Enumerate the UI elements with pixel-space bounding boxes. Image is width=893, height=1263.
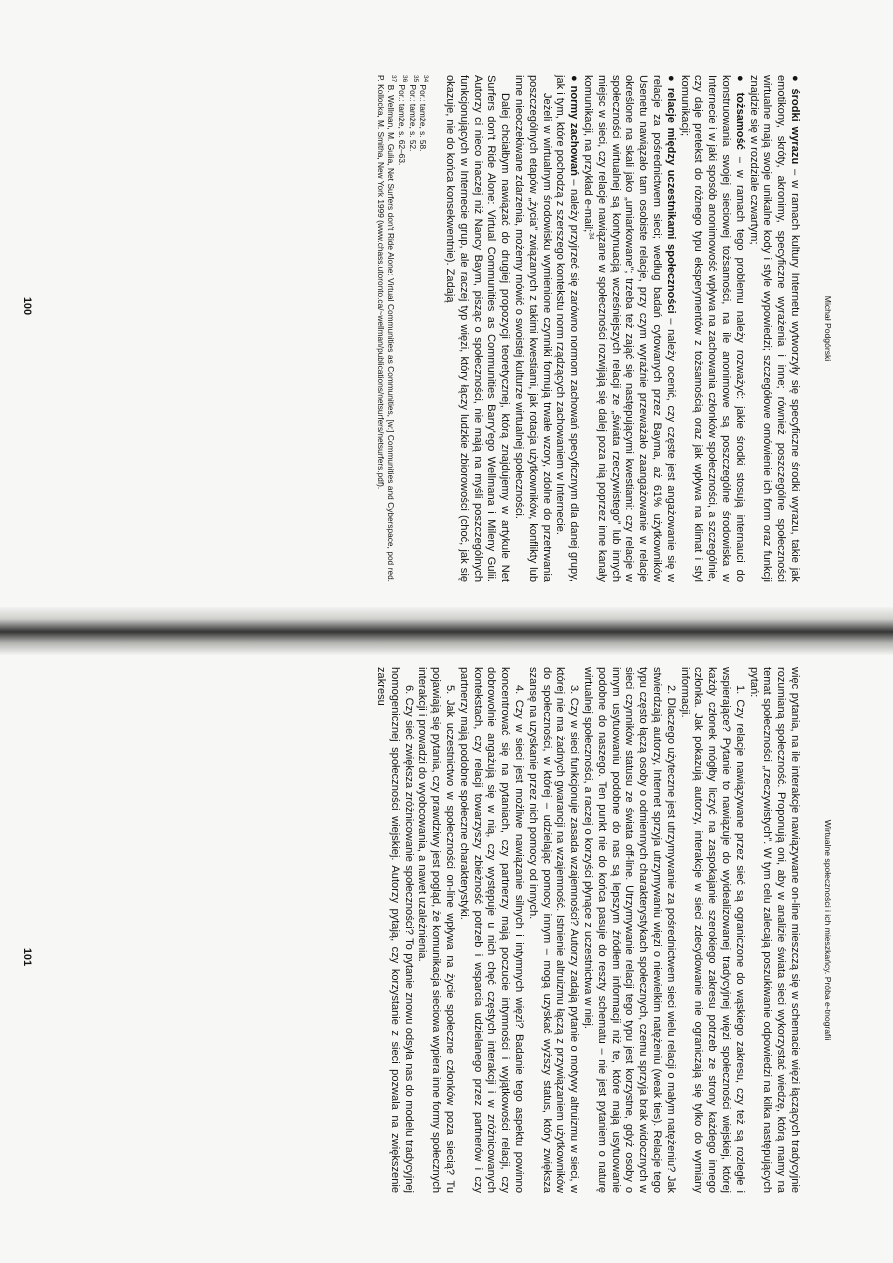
running-head: Michał Podgórski: [823, 295, 833, 362]
bullet-term: tożsamość: [733, 92, 746, 150]
paragraph: 5. Jak uczestnictwo w społeczności on-line wpływa na życie społeczne członków poza siecią? Tu pojawiają się pytania, czy prawdziwy jest pogląd, że komunikacja sieciowa wypiera inne formy społecznych interakcji i prowadzi do wyobcowania, a nawet uzależnienia.: [416, 667, 457, 1193]
left-page: [0, 0, 893, 612]
paragraph: 3. Czy w sieci funkcjonuje zasada wzajemności? Autorzy zadają pytanie o motywy altruizmu w sieci, w której nie ma żadnych gwarancji na wzajemność. Istnienie altruizmu łączą z przywiązaniem użytkowników do społeczności, w której – udzielając pomocy innym – mogą uzyskać wyższy status, który zwiększa szansę na uzyskanie przez nich pomocy od innych.: [526, 667, 581, 1193]
paragraph-text: – należy przyjrzeć się zarówno normom zachowań specyficznym dla danej grupy, jak i tym, które pochodzą z szerszego kontekstu norm rządzących zachowaniem w Internecie.: [554, 75, 581, 582]
paragraph: 6. Czy sieć zwiększa zróżnicowanie społeczności? To pytanie znowu odsyła nas do modelu tradycyjnej homogenicznej społeczności wiejskiej. Autorzy pytają, czy korzystanie z sieci pozwala na zwiększenie zakresu: [375, 667, 415, 1193]
bullet-paragraph: [746, 75, 801, 582]
footnote-text: Por.: tamże, s. 62–63.: [397, 84, 408, 166]
footnote-text: Por.: tamże, s. 58.: [418, 84, 429, 152]
footnote: [397, 75, 408, 582]
bullet-paragraph: [580, 75, 677, 582]
bullet-term: relacje między uczestnikami społeczności: [664, 87, 677, 314]
bullet-term: środki wyrazu: [789, 88, 801, 165]
paragraph-text: – w ramach tego problemu należy rozważyć: jakie środki stosują internauci do konstruowania swojej sieciowej tożsamości, na ile anonimowe są poszczególne środowiska w Internecie i w jaki sposób anonimowość wpływa na zachowania członków społeczności, a szczególnie, czy daje pretekst do różnego typu eksperymentów z tożsamością oraz jak wpływa na klimat i styl komunikacji;: [678, 75, 746, 582]
footnote-mark: 37: [390, 75, 398, 83]
paragraph: 2. Dlaczego użyteczne jest utrzymywanie za pośrednictwem sieci wielu relacji o małym natężeniu? Jak stwierdzają autorzy, Internet sprzyja utrzymywaniu więzi o niewielkim natężeniu (weak ties). Relacje tego typu często łączą osoby o odmiennych charakterystykach społecznych, czemu sprzyja brak widocznych w sieci czynników statusu ze świata off-line. Utrzymywanie relacji tego typu jest korzystne, gdyż osoby o innym usytuowaniu podobne do nas są lepszym źródłem informacji niż te, które mają usytuowanie podobne do naszego. Ten punkt nie do końca pasuje do reszty schematu – nie jest pytaniem o naturę wirtualnej społeczności, a raczej o korzyści płynące z uczestnictwa w niej.: [582, 667, 677, 1193]
bullet-paragraph: [553, 75, 581, 582]
page-body: [442, 75, 801, 582]
page-number: 101: [21, 947, 33, 967]
footnote-text: Por.: tamże, s. 52.: [407, 84, 418, 152]
footnote: [407, 75, 418, 582]
footnote-ref: 34: [587, 232, 595, 240]
paragraph: Jeżeli w wirtualnym środowisku wymienione czynniki formują trwałe wzory, zdolne do przetrwania poszczególnych etapów „życia” związanych z takimi kwestiami, jak rotacja użytkowników, konflikty lub inne nieoczekiwane zdarzenia, możemy mówić o swoistej kulturze wirtualnej społeczności.: [513, 75, 553, 582]
page-number: 100: [21, 296, 33, 316]
running-head: Wirtualne społeczności i ich mieszkańcy. Próba e-tnografii: [823, 819, 833, 1041]
right-page: [0, 651, 893, 1263]
paragraph-text: – należy ocenić, czy częste jest angażowanie się w relacje za pośrednictwem sieci; według badań cytowanych przez Bayma, aż 61% użytkowników Usenetu nawiązało tam osobiste relacje, przy czym wyraźnie przeważało zaangażowanie w relacje określone na skali jako „umiarkowane”; trzeba też zająć się następującymi kwestiami: czy relacje w społeczności wirtualnej są kontynuacją wcześniejszych relacji ze „świata rzeczywistego” lub innych miejsc w sieci, czy relacje nawiązane w społeczności rozwijają się dalej poza nią poprzez inne kanały komunikacji, na przykład e-mail;: [582, 75, 677, 582]
bullet-paragraph: [677, 75, 746, 582]
footnote-mark: 34: [422, 75, 430, 83]
footnote-mark: 36: [400, 75, 408, 83]
footnote-mark: 35: [411, 75, 419, 83]
paragraph: więc pytania, na ile interakcje nawiązywane on-line mieszczą się w schemacie więzi łączących tradycyjnie rozumianą społeczność. Proponują oni, aby w analizie świata sieci wykorzystać wiedzę, którą mamy na temat społeczności „rzeczywistych”. W tym celu zalecają poszukiwanie odpowiedzi na kilka następujących pytań:: [747, 667, 801, 1193]
paragraph: 1. Czy relacje nawiązywane przez sieć są ograniczone do wąskiego zakresu, czy też są rozległe i wspierające? Pytanie to nawiązuje do wyidealizowanej tradycyjnej więzi społeczności wiejskiej, której każdy członek mógłby liczyć na zaspokajanie szerokiego zakresu potrzeb ze strony każdego innego członka. Jak pokazują autorzy, interakcje w sieci zdecydowanie nie ograniczają się tylko do wymiany informacji.: [678, 667, 746, 1193]
bullet-term: normy zachowań: [568, 85, 581, 176]
paragraph-text: – w ramach kultury Internetu wytworzyły się specyficzne środki wyrazu, takie jak emotikony, skróty, akronimy, specyficzne wyrażenia i inne; również poszczególne społeczności wirtualne mają swoje unikalne kody i style wypowiedzi; szczegółowe omówienie ich form oraz funkcji znajdzie się w rozdziale czwartym;: [747, 75, 801, 582]
footnote-text: B. Wellman, M. Gulia, Net Surfers don't Ride Alone: Virtual Communities as Communities, [w:] Communities and Cyberspace, pod red. P. Kollocka, M. Smitha, New York 1999 (www.chass.utoronto.ca/~wellman/publications/netsurfers/netsurfers.pdf).: [375, 75, 397, 582]
footnote: [375, 75, 396, 582]
paragraph: Dalej chciałbym nawiązać do drugiej propozycji teoretycznej, którą znajdujemy w artykule Net Surfers don't Ride Alone: Virtual Communities as Communities Barry'ego Wellmana i Mileny Gulii. Autorzy ci nieco inaczej niż Nancy Baym, pisząc o społeczności, nie mają na myśli poszczególnych funkcjonujących w Internecie grup, ale raczej typ więzi, który łączy ludzkie zbiorowości (choć, jak się okazuje, nie do końca konsekwentnie). Zadają: [444, 75, 512, 582]
page-body: [373, 667, 801, 1193]
footnotes: [375, 75, 428, 582]
book-spine-shadow: [0, 607, 893, 655]
footnote: [418, 75, 429, 582]
paragraph: 4. Czy w sieci jest możliwe nawiązanie silnych i intymnych więzi? Badanie tego aspektu powinno koncentrować się na pytaniach, czy partnerzy mają poczucie intymności i wyjątkowości relacji, czy dobrowolnie angażują się w nią, czy występuje u nich chęć częstych interakcji i w zróżnicowanych kontekstach, czy relacji towarzyszy zbieżność potrzeb i wsparcia udzielanego przez partnerów i czy partnerzy mają podobne społeczne charakterystyki.: [457, 667, 526, 1193]
